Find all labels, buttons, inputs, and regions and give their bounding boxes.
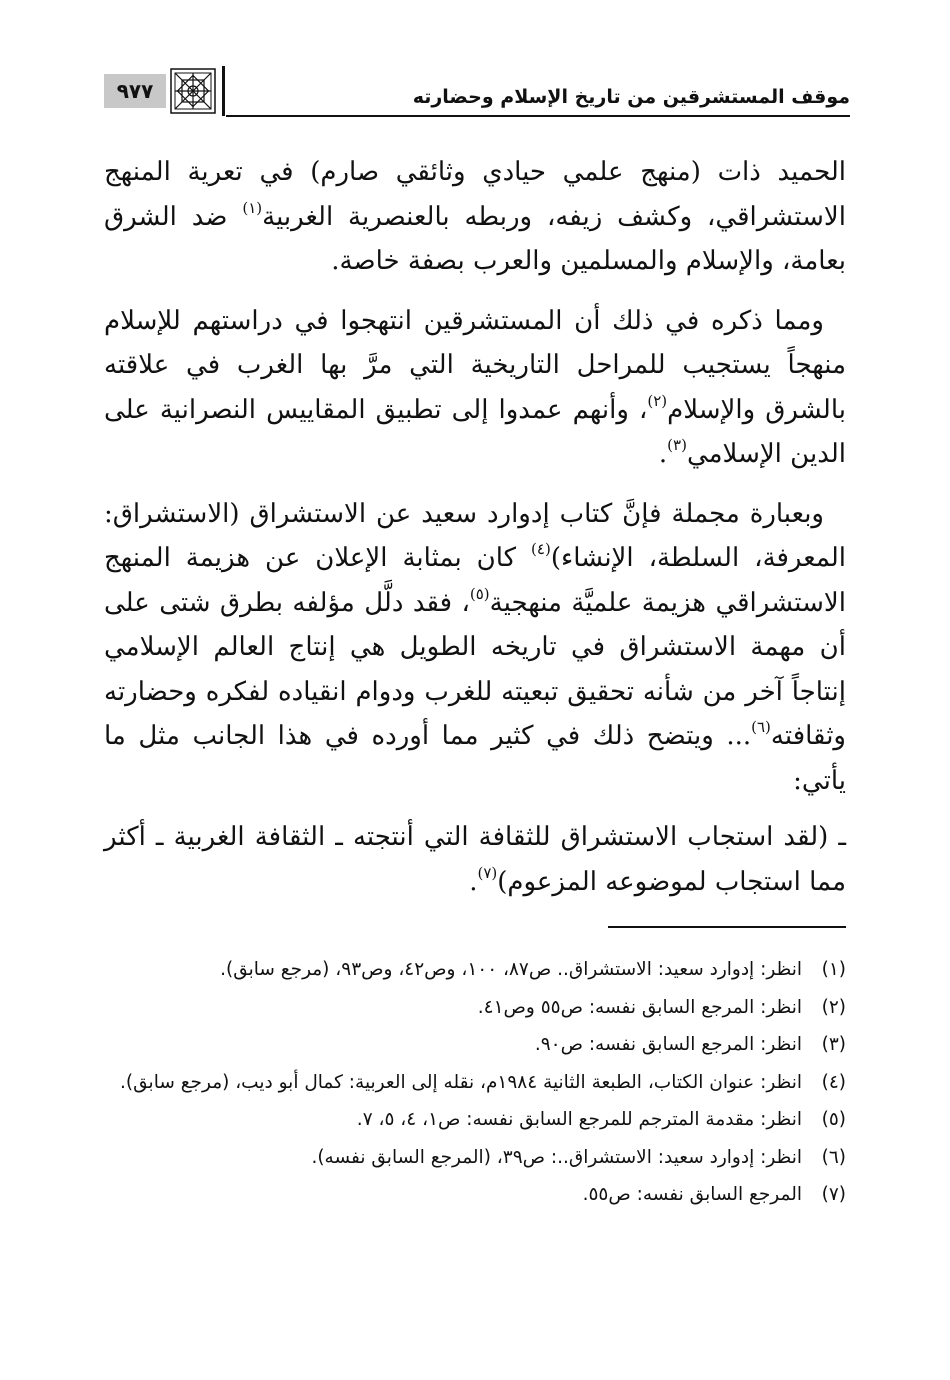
footnote	[104, 1179, 846, 1211]
footnote-ref: (٥)	[469, 584, 490, 603]
paragraph	[104, 299, 846, 477]
paragraph	[104, 492, 846, 804]
footnote-number: (١)	[821, 959, 846, 980]
header-divider	[222, 66, 225, 116]
footnote	[104, 992, 846, 1024]
footnote-text: انظر: إدوارد سعيد: الاستشراق..: ص٣٩، (المرجع السابق نفسه).	[311, 1146, 802, 1168]
text-run: ضد الشرق بعامة، والإسلام والمسلمين والعرب بصفة خاصة.	[104, 201, 846, 276]
footnote-number: (٧)	[821, 1184, 846, 1205]
footnote-text: انظر: عنوان الكتاب، الطبعة الثانية ١٩٨٤م، نقله إلى العربية: كمال أبو ديب، (مرجع سابق).	[120, 1071, 802, 1093]
footnote-ref: (٧)	[477, 863, 498, 882]
text-run: كان بمثابة الإعلان عن هزيمة المنهج الاستشراقي هزيمة علميَّة منهجية	[104, 543, 846, 618]
footnote	[104, 1104, 846, 1136]
footnote	[104, 1067, 846, 1099]
footnote-number: (٤)	[821, 1071, 846, 1093]
footnote-number: (٢)	[821, 996, 846, 1018]
footnote-separator	[608, 926, 846, 928]
footnote-text: انظر: المرجع السابق نفسه: ص٩٠.	[534, 1034, 802, 1055]
text-run: ... ويتضح ذلك في كثير مما أورده في هذا الجانب مثل ما يأتي:	[104, 721, 846, 796]
footnote-number: (٦)	[821, 1146, 846, 1168]
footnote-text: انظر: إدوارد سعيد: الاستشراق.. ص٨٧، ١٠٠، وص٤٢، وص٩٣، (مرجع سابق).	[220, 959, 802, 980]
body-text	[104, 150, 846, 904]
footnote	[104, 954, 846, 986]
text-run: وبعبارة مجملة فإنَّ كتاب إدوارد سعيد عن الاستشراق (الاستشراق: المعرفة، السلطة، الإنشاء)	[104, 498, 846, 573]
footnotes	[104, 954, 846, 1217]
footnote	[104, 1142, 846, 1174]
paragraph	[104, 150, 846, 284]
footnote-number: (٥)	[821, 1109, 846, 1130]
footnote-ref: (٣)	[667, 436, 687, 454]
footnote-text: انظر: المرجع السابق نفسه: ص٥٥ وص٤١.	[477, 996, 802, 1018]
page-number: ٩٧٧	[104, 74, 166, 108]
footnote	[104, 1029, 846, 1061]
text-run: .	[469, 866, 478, 897]
text-run: ـ (لقد استجاب الاستشراق للثقافة التي أنتجته ـ الثقافة الغربية ـ أكثر مما استجاب لموضوعه المزعوم)	[104, 822, 846, 897]
text-run: .	[658, 439, 668, 469]
page-header	[104, 60, 850, 120]
header-rule	[226, 115, 850, 117]
footnote-ref: (٦)	[751, 718, 771, 736]
text-run: الحميد ذات (منهج علمي حيادي وثائقي صارم) في تعرية المنهج الاستشراقي، وكشف زيفه، وربطه بالعنصرية الغربية	[104, 157, 846, 232]
footnote-text: انظر: مقدمة المترجم للمرجع السابق نفسه: ص١، ٤، ٥، ٧.	[356, 1109, 802, 1130]
block-quote	[104, 815, 846, 904]
footnote-ref: (٤)	[531, 540, 551, 558]
ornament-icon	[170, 68, 216, 114]
text-run: ، وأنهم عمدوا إلى تطبيق المقاييس النصرانية على الدين الإسلامي	[104, 394, 846, 469]
footnote-ref: (١)	[242, 198, 263, 217]
text-run: ومما ذكره في ذلك أن المستشرقين انتهجوا في دراستهم للإسلام منهجاً يستجيب للمراحل التاريخية التي مرَّ بها الغرب في علاقته بالشرق والإسلام	[104, 305, 846, 425]
footnote-text: المرجع السابق نفسه: ص٥٥.	[582, 1184, 802, 1205]
running-title: موقف المستشرقين من تاريخ الإسلام وحضارته	[412, 86, 850, 108]
footnote-ref: (٢)	[647, 391, 668, 410]
footnote-number: (٣)	[821, 1034, 846, 1055]
text-run: ، فقد دلَّل مؤلفه بطرق شتى على أن مهمة الاستشراق في تاريخه الطويل هي إنتاج العالم الإسلامي إنتاجاً آخر من شأنه تحقيق تبعيته للغرب ودوام انقياده لفكره وحضارته وثقافته	[104, 587, 846, 751]
